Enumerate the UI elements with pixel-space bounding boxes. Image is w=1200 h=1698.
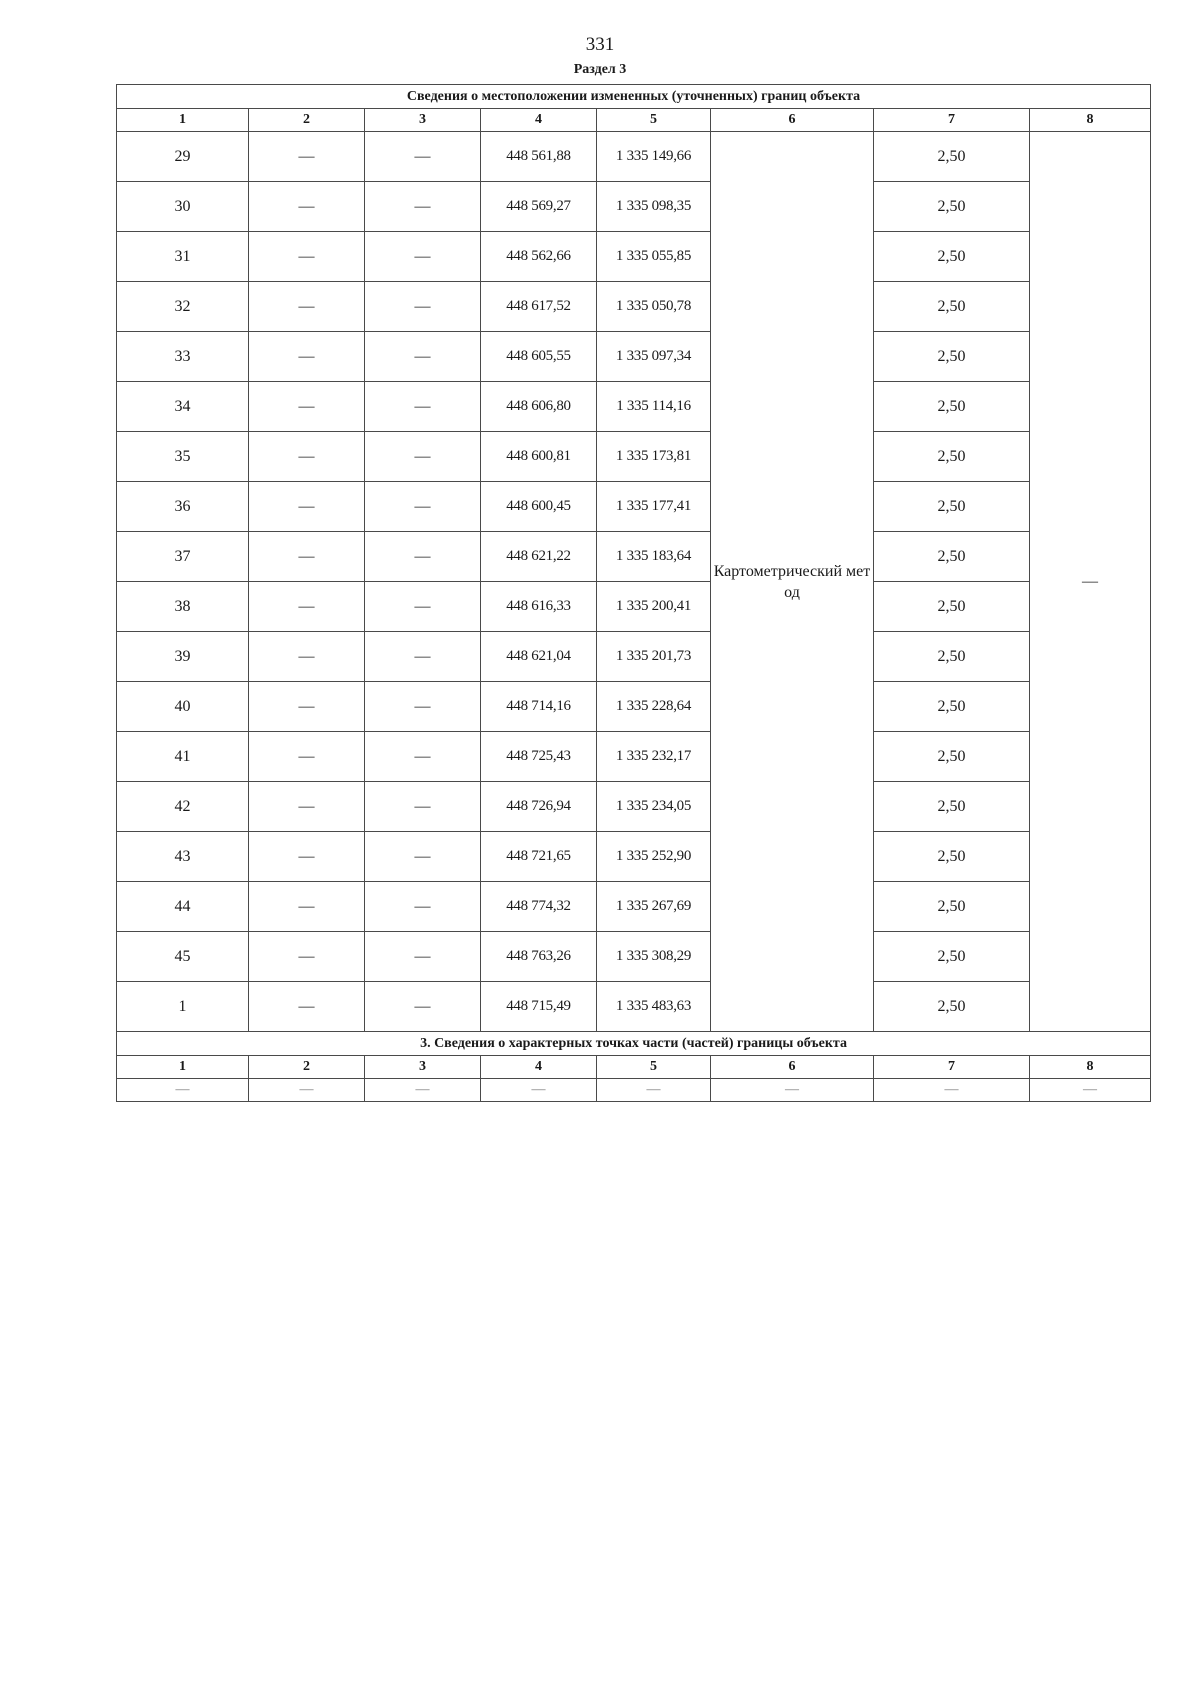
- dash-cell: —: [249, 282, 365, 332]
- x-coordinate-cell: 448 621,22: [481, 532, 597, 582]
- accuracy-cell: 2,50: [874, 782, 1030, 832]
- dash-cell: —: [365, 682, 481, 732]
- section-title: Раздел 3: [573, 62, 627, 77]
- dash-cell: —: [365, 132, 481, 182]
- table-row: [117, 232, 1151, 282]
- table-row: [117, 982, 1151, 1032]
- accuracy-cell: 2,50: [874, 382, 1030, 432]
- dash-cell: —: [365, 982, 481, 1032]
- accuracy-cell: 2,50: [874, 682, 1030, 732]
- y-coordinate-cell: 1 335 098,35: [597, 182, 711, 232]
- dash-cell: —: [365, 1079, 481, 1102]
- dash-cell: —: [365, 482, 481, 532]
- column-number-cell: 6: [711, 1056, 874, 1079]
- table-row: [117, 632, 1151, 682]
- dash-cell: —: [249, 382, 365, 432]
- table-row: [117, 482, 1151, 532]
- point-number-cell: 31: [117, 232, 249, 282]
- dash-cell: —: [249, 182, 365, 232]
- y-coordinate-cell: 1 335 183,64: [597, 532, 711, 582]
- point-number-cell: 33: [117, 332, 249, 382]
- x-coordinate-cell: 448 569,27: [481, 182, 597, 232]
- y-coordinate-cell: 1 335 308,29: [597, 932, 711, 982]
- table-row: [117, 182, 1151, 232]
- point-number-cell: 32: [117, 282, 249, 332]
- column-number-cell: 3: [365, 109, 481, 132]
- dash-cell: —: [249, 682, 365, 732]
- dash-cell: —: [365, 182, 481, 232]
- y-coordinate-cell: 1 335 483,63: [597, 982, 711, 1032]
- accuracy-cell: 2,50: [874, 482, 1030, 532]
- column-number-cell: 4: [481, 109, 597, 132]
- point-number-cell: 40: [117, 682, 249, 732]
- dash-cell: —: [365, 832, 481, 882]
- column-8-cell: —: [1030, 132, 1151, 1032]
- method-label: Картометрический метод: [713, 562, 871, 601]
- x-coordinate-cell: 448 714,16: [481, 682, 597, 732]
- accuracy-cell: 2,50: [874, 332, 1030, 382]
- point-number-cell: 1: [117, 982, 249, 1032]
- column-number-cell: 3: [365, 1056, 481, 1079]
- dash-cell: —: [249, 532, 365, 582]
- table-row: [117, 832, 1151, 882]
- dash-cell: —: [1030, 1079, 1151, 1102]
- dash-cell: —: [249, 732, 365, 782]
- accuracy-cell: 2,50: [874, 832, 1030, 882]
- dash-cell: —: [249, 632, 365, 682]
- dash-cell: —: [365, 232, 481, 282]
- dash-cell: —: [481, 1079, 597, 1102]
- accuracy-cell: 2,50: [874, 982, 1030, 1032]
- dash-cell: —: [249, 832, 365, 882]
- section3-title: 3. Сведения о характерных точках части (частей) границы объекта: [117, 1032, 1151, 1056]
- dash-cell: —: [365, 282, 481, 332]
- accuracy-cell: 2,50: [874, 232, 1030, 282]
- dash-cell: —: [365, 332, 481, 382]
- point-number-cell: 29: [117, 132, 249, 182]
- dash-cell: —: [365, 532, 481, 582]
- column-number-cell: 6: [711, 109, 874, 132]
- dash-cell: —: [597, 1079, 711, 1102]
- x-coordinate-cell: 448 561,88: [481, 132, 597, 182]
- y-coordinate-cell: 1 335 055,85: [597, 232, 711, 282]
- y-coordinate-cell: 1 335 097,34: [597, 332, 711, 382]
- dash-cell: —: [249, 1079, 365, 1102]
- point-number-cell: 43: [117, 832, 249, 882]
- point-number-cell: 38: [117, 582, 249, 632]
- point-number-cell: 34: [117, 382, 249, 432]
- column-number-cell: 8: [1030, 109, 1151, 132]
- dash-cell: —: [365, 432, 481, 482]
- accuracy-cell: 2,50: [874, 432, 1030, 482]
- x-coordinate-cell: 448 600,45: [481, 482, 597, 532]
- column-number-cell: 2: [249, 109, 365, 132]
- dash-cell: —: [249, 432, 365, 482]
- dash-cell: —: [249, 982, 365, 1032]
- y-coordinate-cell: 1 335 232,17: [597, 732, 711, 782]
- point-number-cell: 44: [117, 882, 249, 932]
- y-coordinate-cell: 1 335 050,78: [597, 282, 711, 332]
- point-number-cell: 35: [117, 432, 249, 482]
- accuracy-cell: 2,50: [874, 882, 1030, 932]
- x-coordinate-cell: 448 562,66: [481, 232, 597, 282]
- y-coordinate-cell: 1 335 234,05: [597, 782, 711, 832]
- point-number-cell: 39: [117, 632, 249, 682]
- dash-cell: —: [249, 132, 365, 182]
- table-row: [117, 382, 1151, 432]
- dash-cell: —: [249, 232, 365, 282]
- y-coordinate-cell: 1 335 201,73: [597, 632, 711, 682]
- column-number-cell: 1: [117, 1056, 249, 1079]
- point-number-cell: 30: [117, 182, 249, 232]
- x-coordinate-cell: 448 621,04: [481, 632, 597, 682]
- dash-cell: —: [711, 1079, 874, 1102]
- column-number-cell: 8: [1030, 1056, 1151, 1079]
- dash-cell: —: [249, 582, 365, 632]
- section3-empty-row: [117, 1079, 1151, 1102]
- y-coordinate-cell: 1 335 228,64: [597, 682, 711, 732]
- x-coordinate-cell: 448 606,80: [481, 382, 597, 432]
- column-number-cell: 5: [597, 1056, 711, 1079]
- column-number-cell: 1: [117, 109, 249, 132]
- dash-cell: —: [117, 1079, 249, 1102]
- y-coordinate-cell: 1 335 252,90: [597, 832, 711, 882]
- accuracy-cell: 2,50: [874, 582, 1030, 632]
- dash-cell: —: [249, 482, 365, 532]
- dash-cell: —: [365, 732, 481, 782]
- dash-cell: —: [365, 632, 481, 682]
- dash-cell: —: [249, 932, 365, 982]
- point-number-cell: 36: [117, 482, 249, 532]
- point-number-cell: 37: [117, 532, 249, 582]
- dash-cell: —: [365, 932, 481, 982]
- x-coordinate-cell: 448 605,55: [481, 332, 597, 382]
- column-number-cell: 7: [874, 109, 1030, 132]
- method-cell: [711, 132, 874, 1032]
- column-number-cell: 7: [874, 1056, 1030, 1079]
- table-row: [117, 682, 1151, 732]
- x-coordinate-cell: 448 763,26: [481, 932, 597, 982]
- table-row: [117, 932, 1151, 982]
- dash-cell: —: [874, 1079, 1030, 1102]
- table-row: [117, 582, 1151, 632]
- table-row: [117, 782, 1151, 832]
- page-number: 331: [585, 34, 615, 55]
- accuracy-cell: 2,50: [874, 532, 1030, 582]
- dash-cell: —: [249, 882, 365, 932]
- table-title: Сведения о местоположении измененных (уточненных) границ объекта: [117, 85, 1151, 109]
- column-number-cell: 4: [481, 1056, 597, 1079]
- y-coordinate-cell: 1 335 149,66: [597, 132, 711, 182]
- table-row: [117, 132, 1151, 182]
- y-coordinate-cell: 1 335 267,69: [597, 882, 711, 932]
- y-coordinate-cell: 1 335 200,41: [597, 582, 711, 632]
- x-coordinate-cell: 448 617,52: [481, 282, 597, 332]
- table-row: [117, 332, 1151, 382]
- point-number-cell: 45: [117, 932, 249, 982]
- x-coordinate-cell: 448 726,94: [481, 782, 597, 832]
- accuracy-cell: 2,50: [874, 282, 1030, 332]
- point-number-cell: 41: [117, 732, 249, 782]
- dash-cell: —: [365, 782, 481, 832]
- x-coordinate-cell: 448 725,43: [481, 732, 597, 782]
- table-row: [117, 882, 1151, 932]
- accuracy-cell: 2,50: [874, 132, 1030, 182]
- dash-cell: —: [365, 382, 481, 432]
- x-coordinate-cell: 448 600,81: [481, 432, 597, 482]
- x-coordinate-cell: 448 721,65: [481, 832, 597, 882]
- column-number-row: [117, 109, 1151, 132]
- accuracy-cell: 2,50: [874, 932, 1030, 982]
- boundary-points-table: [116, 84, 1151, 1102]
- accuracy-cell: 2,50: [874, 632, 1030, 682]
- dash-cell: —: [249, 782, 365, 832]
- x-coordinate-cell: 448 774,32: [481, 882, 597, 932]
- x-coordinate-cell: 448 715,49: [481, 982, 597, 1032]
- dash-cell: —: [249, 332, 365, 382]
- table-row: [117, 732, 1151, 782]
- section3-column-number-row: [117, 1056, 1151, 1079]
- column-number-cell: 5: [597, 109, 711, 132]
- accuracy-cell: 2,50: [874, 732, 1030, 782]
- section3-title-row: [117, 1032, 1151, 1056]
- y-coordinate-cell: 1 335 173,81: [597, 432, 711, 482]
- y-coordinate-cell: 1 335 114,16: [597, 382, 711, 432]
- table-row: [117, 282, 1151, 332]
- table-row: [117, 532, 1151, 582]
- accuracy-cell: 2,50: [874, 182, 1030, 232]
- point-number-cell: 42: [117, 782, 249, 832]
- dash-cell: —: [365, 582, 481, 632]
- y-coordinate-cell: 1 335 177,41: [597, 482, 711, 532]
- table-row: [117, 432, 1151, 482]
- column-number-cell: 2: [249, 1056, 365, 1079]
- dash-cell: —: [365, 882, 481, 932]
- x-coordinate-cell: 448 616,33: [481, 582, 597, 632]
